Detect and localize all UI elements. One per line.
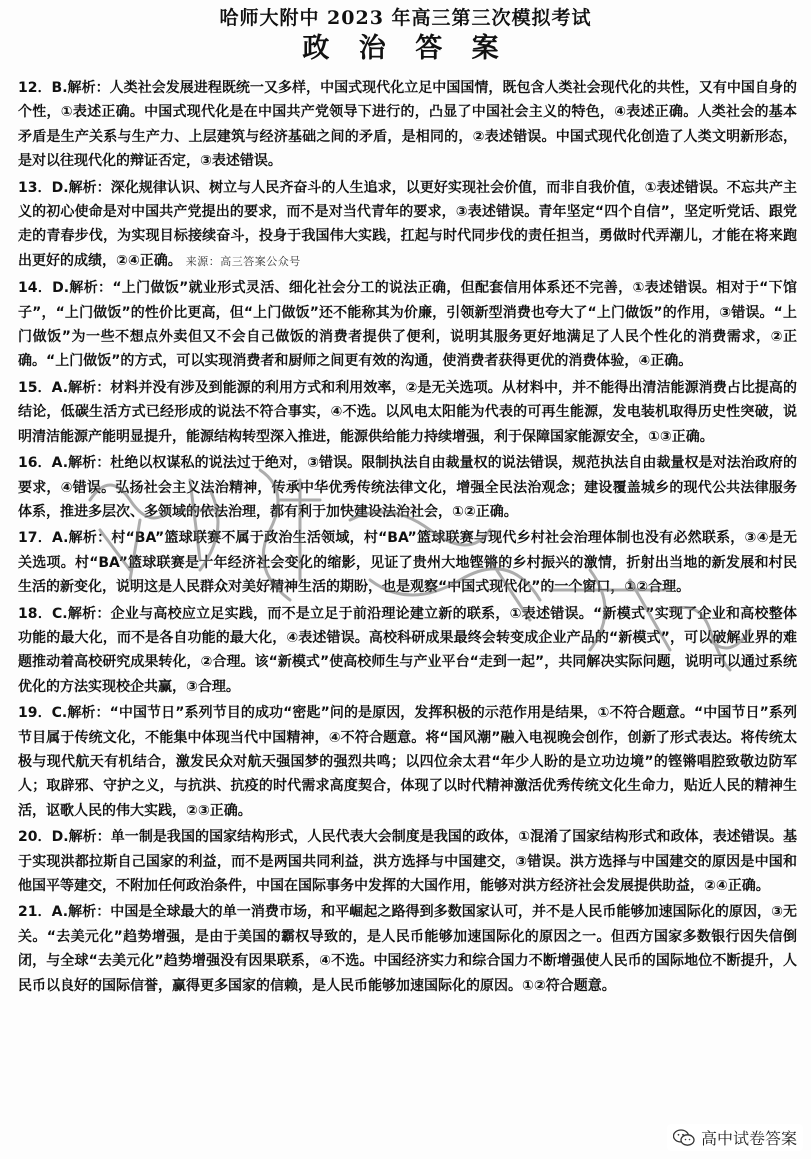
answer-title: 政 治 答 案 [302, 33, 509, 64]
answer-text: 12．B.解析：人类社会发展进程既统一又多样，中国式现代化立足中国国情，既包含人类社会现代化的共性，又有中国自身的个性，①表述正确。中国式现代化是在中国共产党领导下进行的，凸显了中国社会主义的特色，④表述正确。人类社会的基本矛盾是生产关系与生产力、上层建筑与经济基础之间的矛盾，是相同的，②表述错误。中国式现代化创造了人类文明新形态，是对以往现代化的辩证否定，③表述错误。 [18, 80, 797, 170]
brand-text: 高中试卷答案 [700, 1129, 797, 1148]
answer-text: 17．A.解析：村“BA”篮球联赛不属于政治生活领域，村“BA”篮球联赛与现代乡村社会治理体制也没有必然联系，③④是无关选项。村“BA”篮球联赛是十年经济社会变化的缩影，见证了贵州大地铿锵的乡村振兴的激情，折射出当地的新发展和村民生活的新变化，说明这是人民群众对美好精神生活的期盼，也是观察“中国式现代化”的一个窗口，①②合理。 [18, 530, 797, 596]
answer-text: 21．A.解析：中国是全球最大的单一消费市场，和平崛起之路得到多数国家认可，并不是人民币能够加速国际化的原因，③无关。“去美元化”趋势增强，是由于美国的霸权导致的，是人民币能够加速国际化的原因之一。但西方国家多数银行因失信倒闭，与全球“去美元化”趋势增强没有因果联系，④不选。中国经济实力和综合国力不断增强使人民币的国际地位不断提升，人民币以良好的国际信誉，赢得更多国家的信赖，是人民币能够加速国际化的原因。①②符合题意。 [18, 904, 797, 994]
document-header [0, 0, 811, 66]
answer-text: 16．A.解析：杜绝以权谋私的说法过于绝对，③错误。限制执法自由裁量权的说法错误，规范执法自由裁量权是对法治政府的要求，④错误。弘扬社会主义法治精神，传承中华优秀传统法律文化，增强全民法治观念；建设覆盖城乡的现代公共法律服务体系，推进多层次、多领域的依法治理，都有利于加快建设法治社会，①②正确。 [18, 455, 797, 520]
answer-item-13 [18, 176, 797, 275]
answer-item-17 [18, 526, 797, 599]
answer-item-19 [18, 701, 797, 823]
answer-item-18 [18, 602, 797, 700]
answer-text: 18．C.解析：企业与高校应立足实践，而不是立足于前沿理论建立新的联系，①表述错误。“新模式”实现了企业和高校整体功能的最大化，而不是各自功能的最大化，④表述错误。高校科研成果最终会转变成企业产品的“新模式”，可以破解业界的难题推动着高校研究成果转化，②合理。该“新模式”使高校师生与产业平台“走到一起”，共同解决实际问题，说明可以通过系统优化的方法实现校企共赢，③合理。 [18, 605, 797, 695]
answer-item-15 [18, 376, 797, 449]
answers-body [18, 76, 797, 1000]
wechat-icon [673, 1129, 695, 1147]
answer-text: 15．A.解析：材料并没有涉及到能源的利用方式和利用效率，②是无关选项。从材料中，并不能得出清洁能源消费占比提高的结论，低碳生活方式已经形成的说法不符合事实，④不选。以风电太阳能为代表的可再生能源，发电装机取得历史性突破，说明清洁能源产能明显提升，能源结构转型深入推进，能源供给能力持续增强，利于保障国家能源安全，①③正确。 [18, 379, 797, 445]
exam-title: 哈师大附中 2023 年高三第三次模拟考试 [219, 7, 592, 29]
answer-text: 13．D.解析：深化规律认识、树立与人民齐奋斗的人生追求，以更好实现社会价值，而非自我价值，①表述错误。不忘共产主义的初心使命是对中国共产党提出的要求，而不是对当代青年的要求，③表述错误。青年坚定“四个自信”，坚定听党话、跟党走的青春步伐，为实现目标接续奋斗，投身于我国伟大实践，扛起与时代同步伐的责任担当，勇做时代弄潮儿，才能在将来跑出更好的成绩，②④正确。 [18, 179, 797, 269]
answer-text: 14．D.解析：“上门做饭”就业形式灵活、细化社会分工的说法正确，但配套信用体系还不完善，①表述错误。相对于“下馆子”，“上门做饭”的性价比更高，但“上门做饭”还不能称其为价廉，引领新型消费也夸大了“上门做饭”的作用，③错误。“上门做饭”为一些不想点外卖但又不会自己做饭的消费者提供了便利，说明其服务更好地满足了人民个性化的消费需求，②正确。“上门做饭”的方式，可以实现消费者和厨师之间更有效的沟通，使消费者获得更优的消费体验，④正确。 [18, 280, 797, 370]
source-note: 来源：高三答案公众号 [185, 254, 301, 268]
answer-item-21 [18, 900, 797, 998]
answer-item-20 [18, 825, 797, 898]
answer-item-16 [18, 451, 797, 524]
answer-item-12 [18, 76, 797, 174]
answer-text: 20．D.解析：单一制是我国的国家结构形式，人民代表大会制度是我国的政体，①混淆了国家结构形式和政体，表述错误。基于实现洪都拉斯自己国家的利益，而不是两国共同利益，洪方选择与中国建交，③错误。洪方选择与中国建交的原因是中国和他国平等建交，不附加任何政治条件，中国在国际事务中发挥的大国作用，能够对洪方经济社会发展提供助益，②④正确。 [18, 829, 797, 894]
brand-badge [667, 1124, 803, 1151]
answer-text: 19．C.解析：“中国节日”系列节目的成功“密匙”问的是原因，发挥积极的示范作用是结果，①不符合题意。“中国节日”系列节目属于传统文化，不能集中体现当代中国精神，④不符合题意。将“国风潮”融入电视晚会创作，创新了形式表达。将传统太极与现代航天有机结合，激发民众对航天强国梦的强烈共鸣；以四位余太君“年少人盼的是立功边境”的铿锵唱腔致敬边防军人；取辟邪、守护之义，与抗洪、抗疫的时代需求高度契合，体现了以时代精神激活优秀传统文化生命力，贴近人民的精神生活，讴歌人民的伟大实践，②③正确。 [18, 705, 797, 819]
answer-item-14 [18, 276, 797, 374]
